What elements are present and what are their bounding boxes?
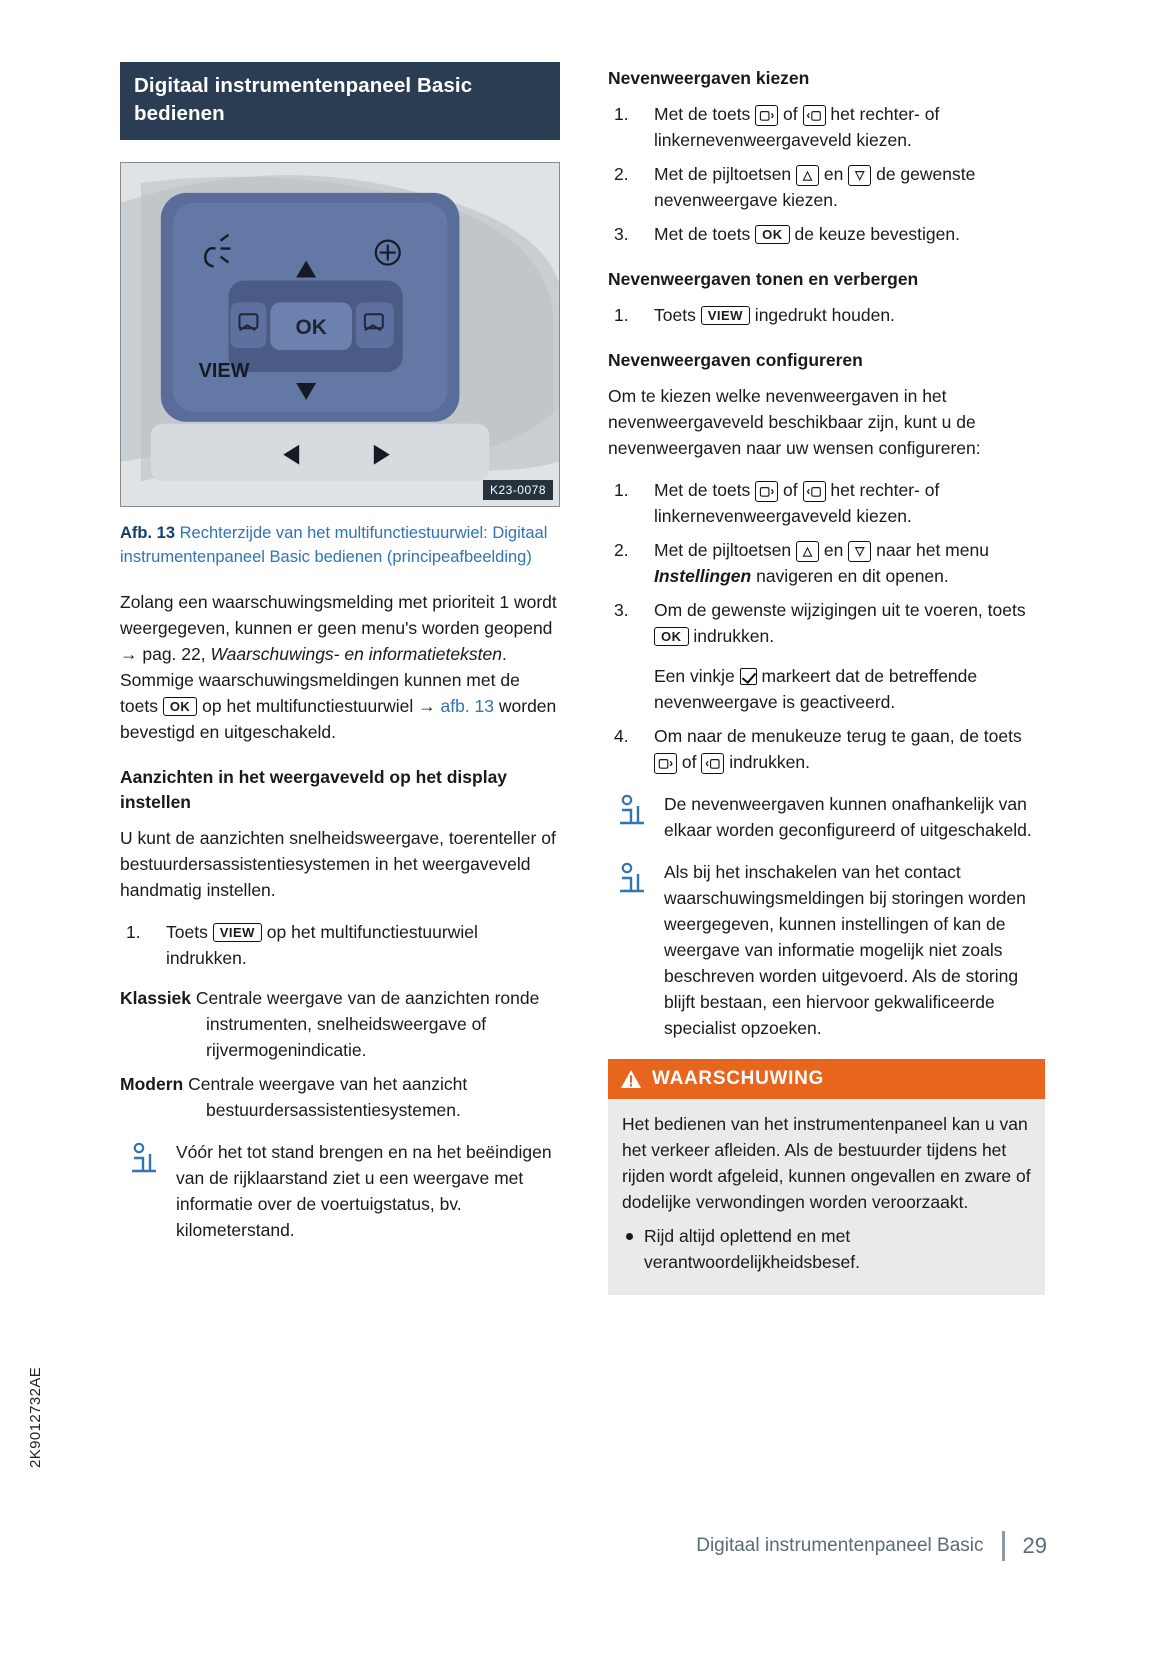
ok-key-icon-3: OK xyxy=(654,627,689,646)
step-config-3-subparagraph xyxy=(654,663,1045,715)
step-kiezen-2-b: en xyxy=(819,164,849,184)
step-kiezen-3-b: de keuze bevestigen. xyxy=(789,224,960,244)
info-icon-2 xyxy=(616,793,650,827)
step-config-1-c: het rechter- of linkernevenweergaveveld kiezen. xyxy=(654,480,940,526)
views-step-1-a: Toets xyxy=(166,922,213,942)
step-kiezen-3-a: Met de toets xyxy=(654,224,756,244)
menu-name-instellingen: Instellingen xyxy=(654,566,752,586)
step-config-1-b: of xyxy=(778,480,803,500)
views-steps-list xyxy=(120,919,560,971)
arrow-down-icon: ▽ xyxy=(848,165,871,186)
step-config-2 xyxy=(608,537,1045,589)
step-config-3-sub-b: markeert dat de betreffende nevenweergave is geactiveerd. xyxy=(654,666,978,712)
left-display-icon: ‹▢ xyxy=(803,105,826,126)
steps-configureren xyxy=(608,477,1045,775)
info-icon xyxy=(128,1141,162,1175)
step-tonen-1 xyxy=(608,302,1045,328)
step-config-2-b: en xyxy=(819,540,849,560)
heading-nevenweergaven-kiezen: Nevenweergaven kiezen xyxy=(608,68,810,88)
config-intro: Om te kiezen welke nevenweergaven in het nevenweergaveveld beschikbaar zijn, kunt u de nevenweergaven naar uw wensen configureren: xyxy=(608,386,981,458)
right-column xyxy=(608,62,1045,1295)
view-key-icon: VIEW xyxy=(213,923,262,942)
ok-key-icon-2: OK xyxy=(755,225,790,244)
figure-caption-text: Rechterzijde van het multifunctiestuurwiel: Digitaal instrumentenpaneel Basic bedienen (principeafbeelding) xyxy=(120,524,548,566)
figure-caption-label: Afb. 13 xyxy=(120,524,176,542)
warning-triangle-icon xyxy=(620,1069,642,1089)
step-config-2-a: Met de pijltoetsen xyxy=(654,540,797,560)
figure-cross-reference-link[interactable]: afb. 13 xyxy=(440,696,495,716)
two-column-layout xyxy=(120,62,1045,1295)
left-column xyxy=(120,62,560,1295)
right-display-icon-3: ▢› xyxy=(654,753,677,774)
step-tonen-1-b: ingedrukt houden. xyxy=(749,305,895,325)
figure-13-image xyxy=(120,162,560,507)
info-note-right-2 xyxy=(608,859,1045,1041)
warning-title: WAARSCHUWING xyxy=(652,1068,824,1089)
view-key-icon-2: VIEW xyxy=(701,306,750,325)
right-display-icon: ▢› xyxy=(755,105,778,126)
document-side-code: 2K9012732AE xyxy=(27,1366,44,1468)
definition-klassiek-text: Centrale weergave van de aanzichten ronde instrumenten, snelheidsweergave of rijvermogenindicatie. xyxy=(195,988,540,1060)
step-tonen-1-a: Toets xyxy=(654,305,701,325)
steps-kiezen xyxy=(608,101,1045,247)
info-note-right-1 xyxy=(608,791,1045,843)
step-config-1-a: Met de toets xyxy=(654,480,756,500)
views-heading: Aanzichten in het weergaveveld op het display instellen xyxy=(120,767,508,812)
warning-bullet-1: Rijd altijd oplettend en met verantwoordelijkheidsbesef. xyxy=(622,1223,1031,1275)
intro-part1: Zolang een waarschuwingsmelding met prioriteit 1 wordt weergegeven, kunnen er geen menu's worden geopend → pag. 22, xyxy=(120,592,557,664)
info-icon-svg xyxy=(128,1141,162,1175)
page-footer xyxy=(696,1531,1047,1561)
step-kiezen-1-b: of xyxy=(778,104,803,124)
step-config-3-sub-a: Een vinkje xyxy=(654,666,740,686)
left-display-icon-3: ‹▢ xyxy=(701,753,724,774)
footer-title: Digitaal instrumentenpaneel Basic xyxy=(696,1535,984,1556)
arrow-up-icon: △ xyxy=(796,165,819,186)
definition-modern-text: Centrale weergave van het aanzicht bestuurdersassistentiesystemen. xyxy=(188,1074,468,1120)
step-kiezen-1 xyxy=(608,101,1045,153)
svg-text:OK: OK xyxy=(295,316,327,340)
intro-part3: op het multifunctiestuurwiel → xyxy=(197,696,441,716)
info-note-right-2-text: Als bij het inschakelen van het contact waarschuwingsmeldingen bij storingen worden weergegeven, kunnen instellingen of kan de weergave van informatie mogelijk niet zoals beschreven worden uitgevoerd. Als de storing blijft bestaan, een hiervoor gekwalificeerde specialist opzoeken. xyxy=(664,862,1026,1038)
warning-bullets xyxy=(622,1223,1031,1275)
definition-modern-term: Modern xyxy=(120,1074,184,1094)
info-icon-svg-2 xyxy=(616,793,650,827)
step-config-3 xyxy=(608,597,1045,715)
step-config-4 xyxy=(608,723,1045,775)
view-definitions xyxy=(120,985,560,1123)
info-icon-3 xyxy=(616,861,650,895)
page-number: 29 xyxy=(1022,1533,1047,1558)
heading-configureren: Nevenweergaven configureren xyxy=(608,350,863,370)
info-note-left-text: Vóór het tot stand brengen en na het beëindigen van de rijklaarstand ziet u een weergave met informatie over de voertuigstatus, bv. kilometerstand. xyxy=(176,1142,552,1240)
arrow-down-icon-2: ▽ xyxy=(848,541,871,562)
warning-body-text: Het bedienen van het instrumentenpaneel kan u van het verkeer afleiden. Als de bestuurder tijdens het rijden wordt afgeleid, kunnen ongevallen en zware of dodelijke verwondingen worden veroorzaakt. xyxy=(622,1114,1031,1212)
step-config-4-a: Om naar de menukeuze terug te gaan, de toets xyxy=(654,726,1022,746)
intro-part4: worden bevestigd en uitgeschakeld. xyxy=(120,696,557,742)
arrow-up-icon-2: △ xyxy=(796,541,819,562)
warning-body xyxy=(608,1099,1045,1295)
figure-caption xyxy=(120,521,560,569)
intro-italic: Waarschuwings- en informatieteksten xyxy=(210,644,502,664)
warning-box xyxy=(608,1059,1045,1295)
step-kiezen-2-c: de gewenste nevenweergave kiezen. xyxy=(654,164,976,210)
left-display-icon-2: ‹▢ xyxy=(803,481,826,502)
info-note-right-1-text: De nevenweergaven kunnen onafhankelijk van elkaar worden geconfigureerd of uitgeschakeld. xyxy=(664,794,1032,840)
step-kiezen-1-c: het rechter- of linkernevenweergaveveld kiezen. xyxy=(654,104,940,150)
heading-tonen-verbergen: Nevenweergaven tonen en verbergen xyxy=(608,269,919,289)
info-icon-svg-3 xyxy=(616,861,650,895)
intro-part2: . Sommige waarschuwingsmeldingen kunnen met de toets xyxy=(120,644,520,716)
steering-wheel-illustration xyxy=(121,163,559,506)
intro-paragraph xyxy=(120,589,560,745)
step-kiezen-3 xyxy=(608,221,1045,247)
figure-code: K23-0078 xyxy=(483,480,553,500)
right-display-icon-2: ▢› xyxy=(755,481,778,502)
definition-klassiek xyxy=(120,985,560,1063)
views-step-1 xyxy=(120,919,560,971)
definition-modern xyxy=(120,1071,560,1123)
steps-tonen-verbergen xyxy=(608,302,1045,328)
step-config-3-b: indrukken. xyxy=(688,626,775,646)
views-step-1-b: op het multifunctiestuurwiel indrukken. xyxy=(166,922,478,968)
definition-klassiek-term: Klassiek xyxy=(120,988,192,1008)
step-config-4-c: indrukken. xyxy=(724,752,810,772)
step-config-2-d: navigeren en dit openen. xyxy=(751,566,949,586)
step-config-1 xyxy=(608,477,1045,529)
warning-header xyxy=(608,1059,1045,1099)
checkmark-icon xyxy=(740,668,757,685)
info-note-left xyxy=(120,1139,560,1243)
ok-key-icon: OK xyxy=(163,697,198,716)
step-config-2-c: naar het menu xyxy=(871,540,989,560)
section-title: Digitaal instrumentenpaneel Basic bedienen xyxy=(120,62,560,140)
svg-text:VIEW: VIEW xyxy=(198,360,250,383)
step-kiezen-1-a: Met de toets xyxy=(654,104,756,124)
step-config-3-a: Om de gewenste wijzigingen uit te voeren, toets xyxy=(654,600,1026,620)
step-kiezen-2 xyxy=(608,161,1045,213)
views-paragraph: U kunt de aanzichten snelheidsweergave, toerenteller of bestuurdersassistentiesystemen in het weergaveveld handmatig instellen. xyxy=(120,828,556,900)
step-config-4-b: of xyxy=(677,752,702,772)
footer-divider xyxy=(1002,1531,1005,1561)
step-kiezen-2-a: Met de pijltoetsen xyxy=(654,164,797,184)
